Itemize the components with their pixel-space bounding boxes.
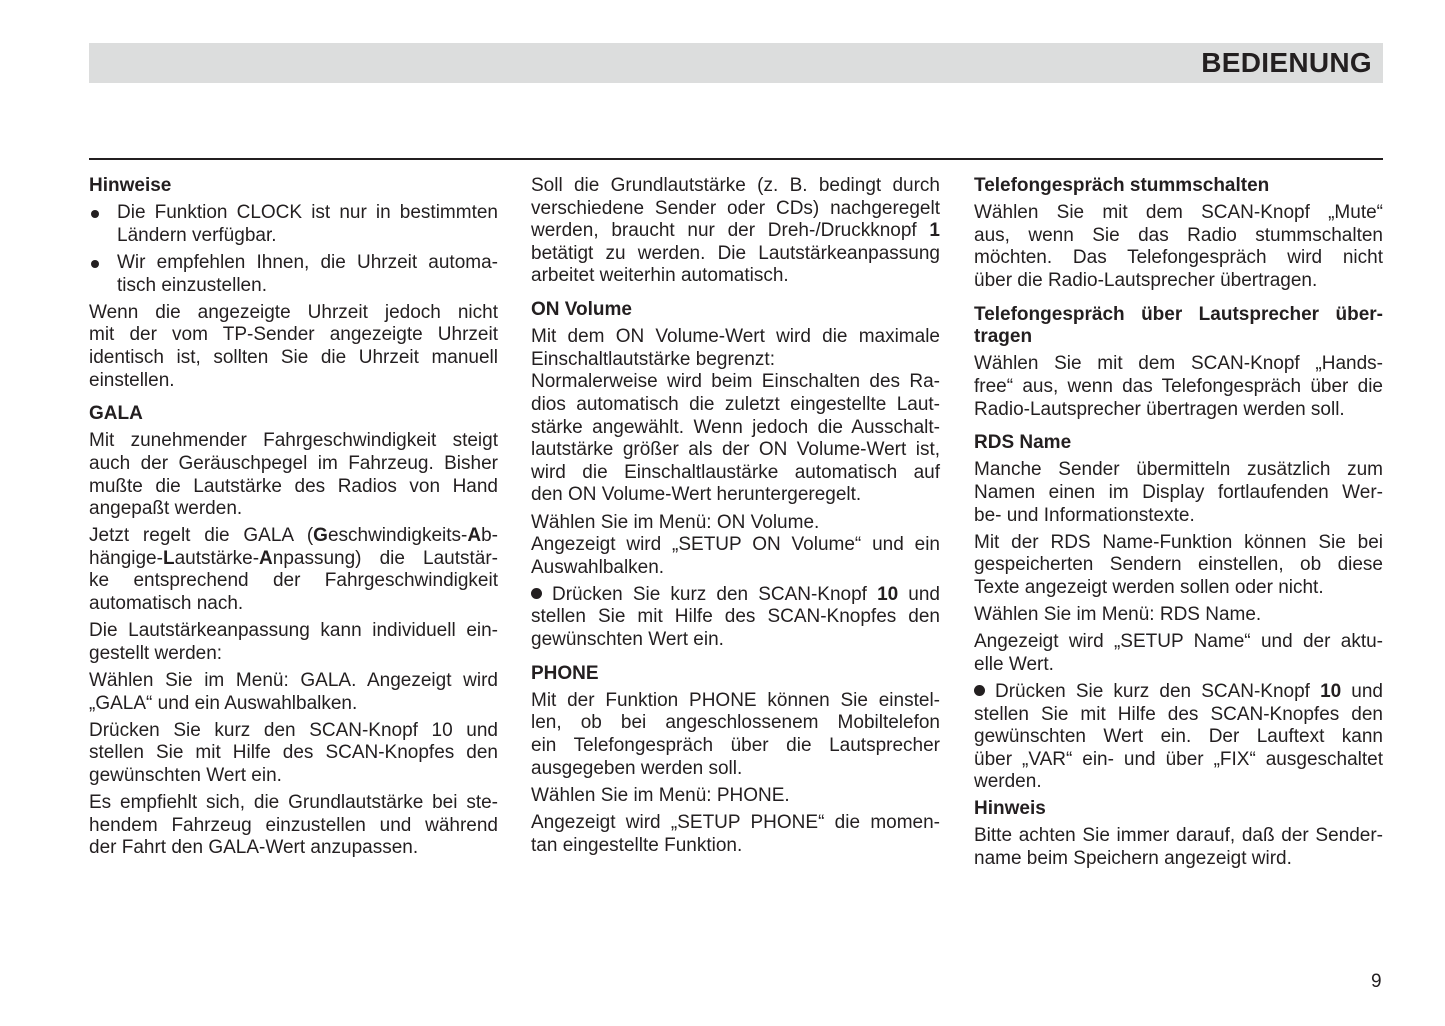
paragraph xyxy=(531,326,940,371)
text-line: Hinweise xyxy=(89,175,172,196)
text-line: werden. xyxy=(974,771,1042,793)
text-run: b- xyxy=(481,525,498,547)
text-line: mit der vom TP-Sender angezeigte Uhrzeit xyxy=(89,324,498,346)
text-line: möchten. Das Telefongespräch wird nicht xyxy=(974,247,1383,269)
text-line: Wählen Sie mit dem SCAN-Knopf „Hands- xyxy=(974,353,1383,375)
bullet-item xyxy=(974,681,1383,794)
text-line: gewünschten Wert ein. xyxy=(531,629,724,651)
text-line: elle Wert. xyxy=(974,653,1054,675)
text-line: über „VAR“ ein- und über „FIX“ ausgeschaltet xyxy=(974,748,1383,770)
bullet-item xyxy=(89,252,498,297)
paragraph xyxy=(89,525,498,615)
section-heading xyxy=(974,175,1383,198)
text-line: free“ aus, wenn das Telefongespräch über die xyxy=(974,375,1383,397)
text-line: Hinweis xyxy=(974,798,1046,819)
text-line: lautstärke größer als der ON Volume-Wert ist, xyxy=(531,439,940,461)
text-line: Texte angezeigt werden sollen oder nicht. xyxy=(974,576,1324,598)
text-line: Telefongespräch über Lautsprecher über- xyxy=(974,303,1383,325)
text-line: ON Volume xyxy=(531,298,632,320)
text-line xyxy=(531,584,940,607)
paragraph xyxy=(974,631,1383,676)
text-line: ke entsprechend der Fahrgeschwindigkeit xyxy=(89,570,498,592)
text-line: GALA xyxy=(89,403,143,425)
text-run: Drücken Sie kurz den SCAN-Knopf xyxy=(552,583,878,605)
text-line: PHONE xyxy=(531,662,599,684)
text-line: gewünschten Wert ein. Der Lauftext kann xyxy=(974,726,1383,748)
text-line: dios automatisch die zuletzt eingestellte Laut- xyxy=(531,393,940,415)
paragraph xyxy=(974,532,1383,600)
text-line xyxy=(974,681,1383,704)
text-line: über die Radio-Lautsprecher übertragen. xyxy=(974,269,1318,291)
section-heading xyxy=(531,663,940,686)
bold-text-run: G xyxy=(313,525,328,547)
paragraph xyxy=(89,430,498,520)
text-line: gespeicherten Sendern einstellen, ob diese xyxy=(974,554,1383,576)
text-line: Wählen Sie im Menü: PHONE. xyxy=(531,784,790,806)
section-heading xyxy=(89,175,498,198)
text-line: hendem Fahrzeug einzustellen und während xyxy=(89,814,498,836)
bold-text-run: L xyxy=(162,547,175,569)
column-left xyxy=(89,175,498,860)
text-line: Angezeigt wird „SETUP ON Volume“ und ein xyxy=(531,534,940,556)
bullet-item xyxy=(974,202,1383,292)
text-line: name beim Speichern angezeigt wird. xyxy=(974,847,1292,869)
text-line: Manche Sender übermitteln zusätzlich zum xyxy=(974,459,1383,481)
text-run: werden, braucht nur der Dreh-/Druckknopf xyxy=(531,220,930,242)
text-line: Einschaltlautstärke begrenzt: xyxy=(531,348,775,370)
text-line: Wählen Sie im Menü: ON Volume. xyxy=(531,511,820,533)
text-line: Normalerweise wird beim Einschalten des Ra- xyxy=(531,371,940,393)
text-run: und xyxy=(898,583,941,605)
text-line: Mit der RDS Name-Funktion können Sie bei xyxy=(974,531,1383,553)
text-line: Wählen Sie im Menü: GALA. Angezeigt wird xyxy=(89,670,498,692)
text-line: stellen Sie mit Hilfe des SCAN-Knopfes den xyxy=(974,703,1383,725)
bold-text-run: 1 xyxy=(929,220,940,242)
text-line: Angezeigt wird „SETUP Name“ und der aktu- xyxy=(974,631,1383,653)
section-title: BEDIENUNG xyxy=(1201,47,1372,78)
paragraph xyxy=(531,534,940,579)
text-line: ein Telefongespräch über die Lautsprecher xyxy=(531,735,940,757)
column-right xyxy=(974,175,1383,870)
text-line: Es empfiehlt sich, die Grundlautstärke bei ste- xyxy=(89,792,498,814)
paragraph xyxy=(974,459,1383,527)
bullet-icon xyxy=(531,588,542,599)
text-line: mußte die Lautstärke des Radios von Hand xyxy=(89,475,498,497)
text-line: len, ob bei angeschlossenem Mobiltelefon xyxy=(531,712,940,734)
text-line: den ON Volume-Wert heruntergeregelt. xyxy=(531,484,862,506)
text-line xyxy=(89,525,498,548)
text-line: Bitte achten Sie immer darauf, daß der Sender- xyxy=(974,825,1383,847)
bold-text-run: 10 xyxy=(877,583,899,605)
bullet-item xyxy=(974,604,1383,627)
text-line: angepaßt werden. xyxy=(89,498,243,520)
text-line: Die Funktion CLOCK ist nur in bestimmten xyxy=(117,202,498,224)
paragraph xyxy=(531,812,940,857)
text-line: Wählen Sie mit dem SCAN-Knopf „Mute“ xyxy=(974,202,1383,224)
text-line: Angezeigt wird „SETUP PHONE“ die momen- xyxy=(531,812,940,833)
text-line: auch der Geräuschpegel im Fahrzeug. Bisher xyxy=(89,452,498,474)
text-line: Drücken Sie kurz den SCAN-Knopf 10 und xyxy=(89,719,498,741)
text-line: Ländern verfügbar. xyxy=(117,224,277,246)
paragraph xyxy=(89,620,498,665)
text-line: Soll die Grundlautstärke (z. B. bedingt durch xyxy=(531,175,940,196)
text-run: und xyxy=(1341,681,1384,703)
text-line: Mit dem ON Volume-Wert wird die maximale xyxy=(531,326,940,348)
text-line: ausgegeben werden soll. xyxy=(531,757,743,779)
text-line: be- und Informationstexte. xyxy=(974,504,1195,526)
bullet-icon xyxy=(91,210,99,218)
bold-text-run: 10 xyxy=(1320,681,1342,703)
text-line: verschiedene Sender oder CDs) nachgeregelt xyxy=(531,197,940,219)
paragraph xyxy=(89,792,498,860)
bullet-icon xyxy=(91,260,99,268)
text-line: Radio-Lautsprecher übertragen werden soll. xyxy=(974,398,1345,420)
text-line: stärke angewählt. Wenn jedoch die Ausschalt- xyxy=(531,416,940,438)
paragraph xyxy=(531,690,940,780)
text-line: Telefongespräch stummschalten xyxy=(974,175,1270,196)
section-header-bar xyxy=(89,43,1383,83)
paragraph xyxy=(89,302,498,392)
text-line xyxy=(89,548,498,571)
paragraph xyxy=(531,371,940,507)
text-run: Jetzt regelt die GALA ( xyxy=(89,525,314,547)
section-heading xyxy=(974,304,1383,349)
paragraph xyxy=(531,175,940,288)
text-run: npassung) die Lautstär- xyxy=(272,547,498,569)
text-run: autstärke- xyxy=(174,547,260,569)
text-line: Die Lautstärkeanpassung kann individuell ein- xyxy=(89,620,498,642)
bullet-item xyxy=(89,720,498,788)
text-line: automatisch nach. xyxy=(89,593,244,615)
text-line: „GALA“ und ein Auswahlbalken. xyxy=(89,692,358,714)
bold-text-run: A xyxy=(467,525,482,547)
text-line: Mit zunehmender Fahrgeschwindigkeit steigt xyxy=(89,430,498,452)
text-line: RDS Name xyxy=(974,432,1072,454)
text-line: Mit der Funktion PHONE können Sie einstel- xyxy=(531,689,940,711)
section-heading xyxy=(531,299,940,322)
bullet-item xyxy=(531,584,940,652)
section-heading xyxy=(974,798,1383,821)
paragraph xyxy=(974,825,1383,870)
text-line: Auswahlbalken. xyxy=(531,556,665,578)
section-heading xyxy=(974,432,1383,455)
text-line: Wählen Sie im Menü: RDS Name. xyxy=(974,604,1262,626)
text-line: Wir empfehlen Ihnen, die Uhrzeit automa- xyxy=(117,251,498,273)
bullet-item xyxy=(89,670,498,715)
text-line: betätigt zu werden. Die Lautstärkeanpassung xyxy=(531,242,940,264)
text-line: gewünschten Wert ein. xyxy=(89,765,282,786)
column-middle xyxy=(531,175,940,857)
bullet-icon xyxy=(974,685,985,696)
text-line: tan eingestellte Funktion. xyxy=(531,834,743,856)
text-line: Namen einen im Display fortlaufenden Wer- xyxy=(974,481,1383,503)
page-number: 9 xyxy=(1371,971,1382,992)
section-heading xyxy=(89,403,498,426)
text-line xyxy=(531,220,940,243)
header-divider xyxy=(89,158,1383,160)
text-run: Drücken Sie kurz den SCAN-Knopf xyxy=(995,681,1321,703)
text-run: hängige- xyxy=(89,547,163,569)
bullet-item xyxy=(531,785,940,808)
text-line: arbeitet weiterhin automatisch. xyxy=(531,265,789,287)
text-line: aus, wenn Sie das Radio stummschalten xyxy=(974,224,1383,246)
text-line: stellen Sie mit Hilfe des SCAN-Knopfes den xyxy=(89,742,498,764)
text-line: wird die Einschaltlaustärke automatisch auf xyxy=(531,461,940,483)
text-line: Wenn die angezeigte Uhrzeit jedoch nicht xyxy=(89,301,498,323)
text-line: identisch ist, sollten Sie die Uhrzeit manuell xyxy=(89,346,498,368)
text-line: der Fahrt den GALA-Wert anzupassen. xyxy=(89,837,419,859)
bullet-item xyxy=(89,202,498,247)
text-line: einstellen. xyxy=(89,369,175,391)
bullet-item xyxy=(531,512,940,535)
text-run: eschwindigkeits- xyxy=(327,525,468,547)
text-line: tragen xyxy=(974,326,1033,348)
bullet-item xyxy=(974,353,1383,421)
text-line: gestellt werden: xyxy=(89,642,223,664)
text-line: tisch einzustellen. xyxy=(117,274,267,296)
text-line: stellen Sie mit Hilfe des SCAN-Knopfes den xyxy=(531,606,940,628)
bold-text-run: A xyxy=(259,547,273,569)
